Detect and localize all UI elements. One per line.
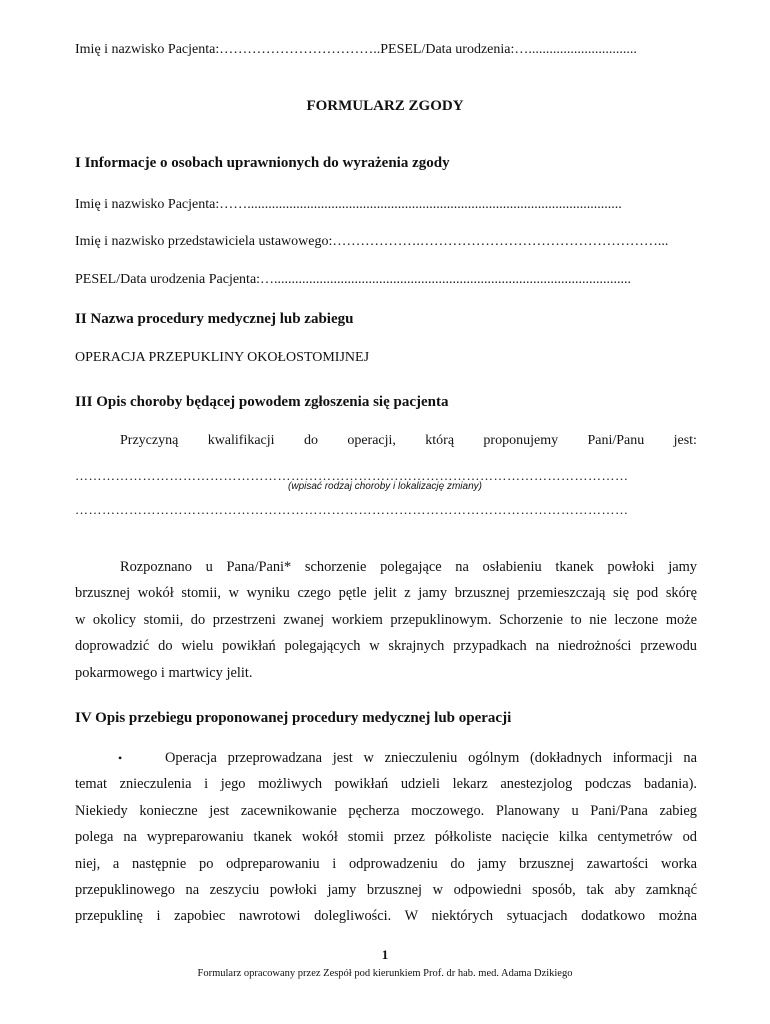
paragraph-line: niej, a następnie po odpreparowaniu i odprowadzeniu do jamy brzusznej zawartości worka [75, 855, 697, 872]
patient-pesel-field[interactable]: PESEL/Data urodzenia Pacjenta:…...................................................................................................... [75, 272, 632, 287]
page-number: 1 [381, 947, 389, 962]
disease-field-line-2[interactable]: …………………………………………………………………………………………………………… [75, 502, 629, 517]
intro-word: Pani/Panu [587, 433, 645, 448]
intro-word: którą [425, 433, 455, 448]
procedure-description-paragraph [75, 745, 697, 930]
section-1-heading: I Informacje o osobach uprawnionych do wyrażenia zgody [75, 155, 450, 171]
paragraph-line: przepuklinę i zapobiec nawrotowi dolegliwości. W niektórych sytuacjach dodatkowo można [75, 908, 697, 925]
intro-word: Przyczyną [120, 433, 179, 448]
paragraph-line: Niekiedy konieczne jest zacewnikowanie pęcherza moczowego. Planowany u Pani/Pana zabieg [75, 802, 697, 819]
patient-name-field[interactable]: Imię i nazwisko Pacjenta:……........................................................................................................... [75, 197, 622, 212]
section-3-heading: III Opis choroby będącej powodem zgłoszenia się pacjenta [75, 394, 449, 410]
paragraph-line: brzusznej wokół stomii, w wyniku czego pętle jelit z jamy brzusznej przemieszczają się pod skórę [75, 585, 697, 602]
page-title: FORMULARZ ZGODY [306, 98, 464, 114]
paragraph-line: przepuklinowego na zeszyciu powłoki jamy brzusznej w odpowiedni sposób, tak aby zamknąć [75, 881, 697, 898]
paragraph-line: temat znieczulenia i jego możliwych powikłań udzieli lekarz anestezjolog podczas badania). [75, 776, 697, 793]
paragraph-line: Operacja przeprowadzana jest w znieczuleniu ogólnym (dokładnych informacji na [165, 750, 697, 766]
intro-word: do [303, 433, 318, 448]
disease-field-line-1[interactable]: …………………………………………………………………………………………………………… [75, 468, 629, 483]
representative-name-field[interactable]: Imię i nazwisko przedstawiciela ustawowego:……………….……………………………………………... [75, 234, 669, 249]
intro-word: operacji, [347, 433, 396, 448]
disease-description-paragraph [75, 554, 697, 686]
paragraph-line: polega na wypreparowaniu tkanek wokół stomii przez półkoliste nacięcie kilka centymetrów od [75, 829, 697, 846]
paragraph-line: pokarmowego i martwicy jelit. [75, 664, 253, 681]
paragraph-line: w okolicy stomii, do przestrzeni zwanej workiem przepuklinowym. Schorzenie to nie leczone może [75, 611, 697, 628]
bullet-icon: • [118, 751, 123, 765]
intro-word: kwalifikacji [207, 433, 275, 448]
section-4-heading: IV Opis przebiegu proponowanej procedury medycznej lub operacji [75, 710, 512, 726]
disease-intro-line [120, 433, 697, 449]
intro-word: jest: [673, 433, 697, 448]
disease-field-hint: (wpisać rodzaj choroby i lokalizację zmiany) [288, 481, 482, 492]
paragraph-line: doprowadzić do wielu powikłań polegających w skrajnych przypadkach na niedrożności przewodu [75, 638, 697, 655]
intro-word: proponujemy [483, 433, 559, 448]
page-footer: Formularz opracowany przez Zespół pod kierunkiem Prof. dr hab. med. Adama Dzikiego [197, 968, 573, 979]
procedure-name: OPERACJA PRZEPUKLINY OKOŁOSTOMIJNEJ [75, 350, 370, 365]
paragraph-line: Rozpoznano u Pana/Pani* schorzenie polegające na osłabieniu tkanek powłoki jamy [120, 559, 697, 575]
header-patient-line: Imię i nazwisko Pacjenta:……………………………..PESEL/Data urodzenia:…............................... [75, 42, 637, 57]
section-2-heading: II Nazwa procedury medycznej lub zabiegu [75, 311, 354, 327]
